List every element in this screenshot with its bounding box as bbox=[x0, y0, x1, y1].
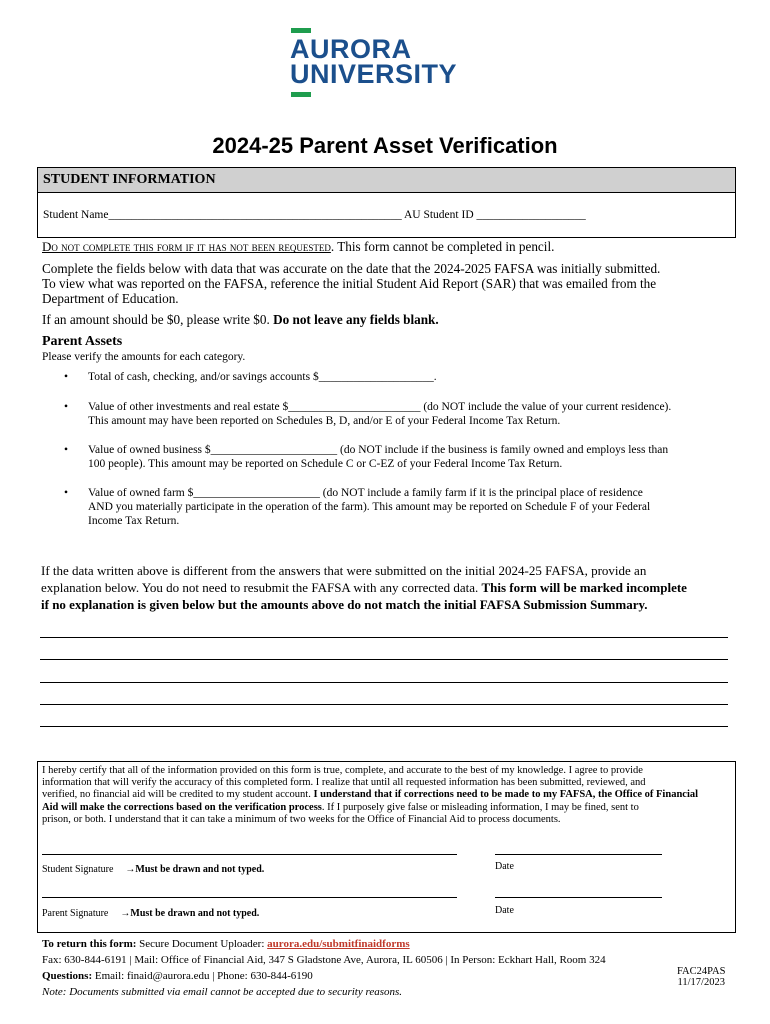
student-signature-caption bbox=[42, 859, 264, 877]
questions-label: Questions: bbox=[42, 970, 93, 982]
student-name-field[interactable]: ___________________________________________________ bbox=[108, 209, 402, 221]
explanation-line-2-text: explanation below. You do not need to resubmit the FAFSA with any corrected data. bbox=[41, 580, 482, 595]
questions-text: Email: finaid@aurora.edu | Phone: 630-844-6190 bbox=[92, 970, 313, 982]
logo-line-1: AURORA bbox=[290, 34, 412, 64]
pencil-instruction bbox=[42, 239, 554, 255]
explanation-line-2-bold: This form will be marked incomplete bbox=[481, 580, 687, 595]
certification-box bbox=[37, 761, 736, 933]
pencil-note: . This form cannot be completed in pencil. bbox=[330, 239, 555, 254]
parent-date-label: Date bbox=[495, 905, 514, 916]
cert-line-4-bold: Aid will make the corrections based on the verification process bbox=[42, 801, 322, 813]
explanation-line-1: If the data written above is different from the answers that were submitted on the initial 2024-25 FAFSA, provide an bbox=[41, 563, 647, 578]
parent-date-line[interactable] bbox=[495, 897, 662, 898]
student-date-line[interactable] bbox=[495, 854, 662, 855]
complete-line-2: To view what was reported on the FAFSA, reference the initial Student Aid Report (SAR) that was emailed from the bbox=[42, 276, 657, 291]
logo-line-2: UNIVERSITY bbox=[290, 59, 458, 89]
asset-item-text: Value of other investments and real estate $_______________________ (do NOT include the value of your current residence). bbox=[88, 401, 672, 413]
student-info-heading: STUDENT INFORMATION bbox=[38, 168, 735, 193]
asset-item-text: Total of cash, checking, and/or savings accounts $____________________. bbox=[88, 371, 437, 383]
cert-line-1: I hereby certify that all of the information provided on this form is true, complete, and accurate to the best of my knowledge. I agree to provide bbox=[42, 765, 643, 776]
return-instructions bbox=[42, 936, 606, 952]
upload-link[interactable]: aurora.edu/submitfinaidforms bbox=[267, 938, 410, 950]
do-not-complete-notice: Do not complete this form if it has not been requested bbox=[42, 239, 331, 254]
cert-line-3-text: verified, no financial aid will be credited to my student account. bbox=[42, 789, 314, 801]
asset-item-text: This amount may have been reported on Schedules B, D, and/or E of your Federal Income Tax Return. bbox=[88, 415, 561, 427]
form-code: FAC24PAS bbox=[677, 966, 726, 977]
cert-line-3 bbox=[42, 789, 732, 801]
logo-bar-top bbox=[291, 28, 311, 33]
asset-item-text: Value of owned business $______________________ (do NOT include if the business is family owned and employs less than bbox=[88, 444, 669, 456]
fax-mail-line: Fax: 630-844-6191 | Mail: Office of Financial Aid, 347 S Gladstone Ave, Aurora, IL 60506 | In Person: Eckhart Hall, Room 324 bbox=[42, 954, 606, 966]
explanation-line-3-bold: if no explanation is given below but the amounts above do not match the initial FAFSA Submission Summary. bbox=[41, 597, 648, 612]
zero-note-text: If an amount should be $0, please write $0. bbox=[42, 312, 274, 327]
logo-bar-bottom bbox=[291, 92, 311, 97]
zero-note-bold: Do not leave any fields blank. bbox=[273, 312, 439, 327]
complete-line-3: Department of Education. bbox=[42, 291, 179, 306]
bullet-icon: • bbox=[64, 487, 69, 499]
cert-line-3-bold: I understand that if corrections need to be made to my FAFSA, the Office of Financial bbox=[313, 789, 699, 801]
zero-note bbox=[42, 312, 439, 328]
explanation-field-line-5[interactable] bbox=[40, 726, 728, 727]
student-signature-label: Student Signature bbox=[42, 864, 114, 875]
explanation-paragraph bbox=[41, 562, 687, 613]
explanation-field-line-3[interactable] bbox=[40, 682, 728, 683]
parent-signature-line[interactable] bbox=[42, 897, 457, 898]
return-label: To return this form: bbox=[42, 938, 137, 950]
cert-line-4-text: . If I purposely give false or misleading information, I may be fined, sent to bbox=[321, 801, 639, 813]
explanation-field-line-1[interactable] bbox=[40, 637, 728, 638]
parent-assets-intro: Please verify the amounts for each category. bbox=[42, 351, 246, 363]
student-signature-note: →Must be drawn and not typed. bbox=[125, 864, 265, 875]
student-info-box bbox=[37, 167, 736, 238]
parent-signature-note: →Must be drawn and not typed. bbox=[120, 908, 260, 919]
student-name-label: Student Name bbox=[43, 209, 109, 221]
student-date-label: Date bbox=[495, 861, 514, 872]
questions-line bbox=[42, 968, 606, 984]
complete-line-1: Complete the fields below with data that was accurate on the date that the 2024-2025 FAFSA was initially submitted. bbox=[42, 261, 661, 276]
bullet-icon: • bbox=[64, 401, 69, 413]
asset-item-text: Value of owned farm $______________________ (do NOT include a family farm if it is the principal place of residence bbox=[88, 487, 643, 499]
student-id-field[interactable]: ___________________ bbox=[476, 209, 586, 221]
footer bbox=[42, 936, 606, 1000]
explanation-field-line-2[interactable] bbox=[40, 659, 728, 660]
bullet-icon: • bbox=[64, 371, 69, 383]
parent-assets-heading: Parent Assets bbox=[42, 334, 123, 349]
cert-line-2: information that will verify the accuracy of this completed form. I realize that until all requested information has been submitted, reviewed, and bbox=[42, 777, 646, 789]
explanation-line-2 bbox=[41, 579, 687, 596]
student-signature-line[interactable] bbox=[42, 854, 457, 855]
asset-item-text: 100 people). This amount may be reported on Schedule C or C-EZ of your Federal Income Tax Return. bbox=[88, 458, 563, 470]
certification-text bbox=[42, 765, 732, 826]
student-id-label: AU Student ID bbox=[403, 209, 474, 221]
asset-item-text: Income Tax Return. bbox=[88, 515, 180, 527]
parent-signature-caption bbox=[42, 903, 259, 921]
form-code-block bbox=[677, 966, 725, 988]
parent-signature-label: Parent Signature bbox=[42, 908, 109, 919]
student-info-row bbox=[38, 209, 735, 221]
bullet-icon: • bbox=[64, 444, 69, 456]
cert-line-4 bbox=[42, 802, 732, 814]
cert-line-5: prison, or both. I understand that it can take a minimum of two weeks for the Office of Financial Aid to process documents. bbox=[42, 813, 561, 825]
asset-item-text: AND you materially participate in the operation of the farm). This amount may be reported on Schedule F of your Federal bbox=[88, 501, 651, 513]
page-title: 2024-25 Parent Asset Verification bbox=[212, 133, 558, 158]
explanation-line-3 bbox=[41, 596, 687, 613]
form-date: 11/17/2023 bbox=[677, 977, 725, 988]
security-note: Note: Documents submitted via email cannot be accepted due to security reasons. bbox=[42, 986, 403, 998]
return-text: Secure Document Uploader: bbox=[136, 938, 268, 950]
explanation-field-line-4[interactable] bbox=[40, 704, 728, 705]
